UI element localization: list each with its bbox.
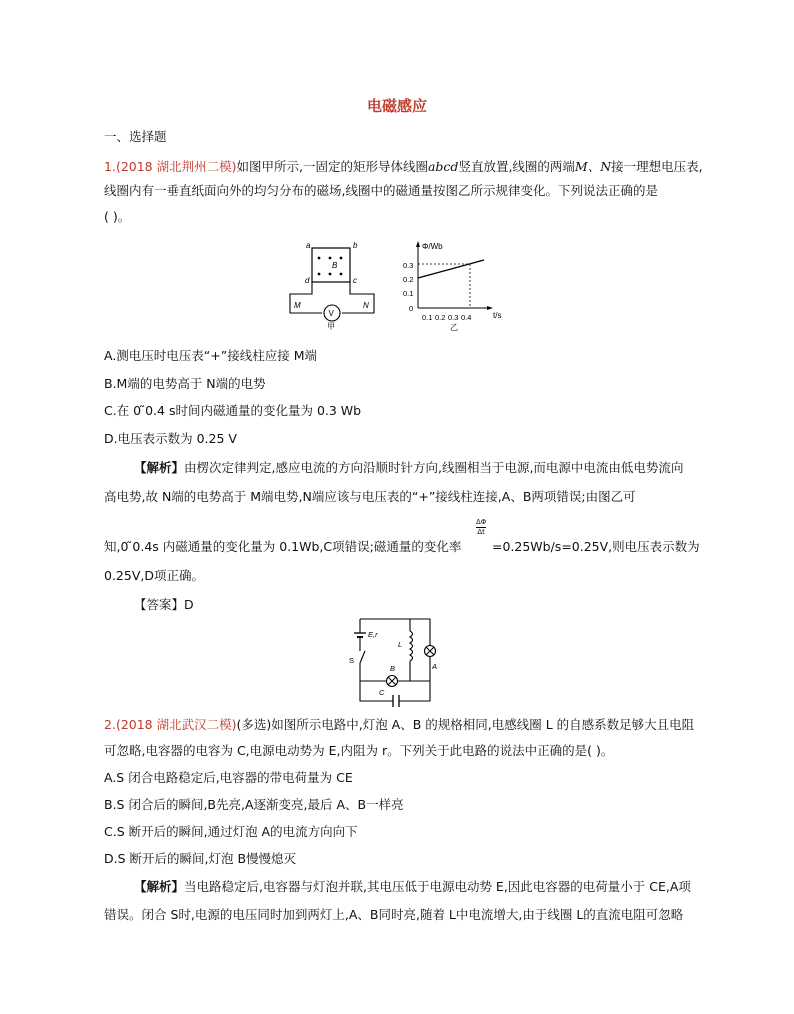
q2-option-b: B.S 闭合后的瞬间,B先亮,A逐渐变亮,最后 A、B一样亮: [104, 797, 404, 812]
q1-stem-text-c: 接一理想电压表,: [611, 159, 703, 174]
q1-stem-mn: M、N: [574, 159, 612, 174]
fraction-numerator: ΔΦ: [476, 518, 487, 526]
q1-number: 1.: [104, 159, 116, 174]
y-tick-2: 0.2: [403, 275, 414, 284]
x-tick-3: 0.3: [448, 313, 459, 322]
q2-analysis-text1: 当电路稳定后,电容器与灯泡并联,其电压低于电源电动势 E,因此电容器的电荷量小于 CE,A项: [184, 879, 691, 894]
label-S: S: [349, 656, 355, 665]
q1-analysis-line3b: =0.25Wb/s=0.25V,则电压表示数为: [492, 539, 700, 554]
q1-analysis-line1: [134, 460, 683, 476]
figure-q2-circuit: [348, 611, 440, 711]
y-axis-label: Φ/Wb: [422, 242, 443, 251]
q2-option-a: A.S 闭合电路稳定后,电容器的带电荷量为 CE: [104, 770, 353, 785]
q2-analysis-tag: 【解析】: [134, 879, 185, 894]
x-axis-arrow-icon: [487, 306, 493, 310]
figure-flux-graph: [398, 238, 508, 334]
field-dots: [318, 257, 343, 276]
x-tick-1: 0.1: [422, 313, 433, 322]
label-L: L: [398, 640, 403, 649]
q1-stem-line1: [104, 159, 703, 175]
q1-source: (2018 湖北荆州二模): [115, 159, 237, 174]
q2-source: (2018 湖北武汉二模): [115, 717, 237, 732]
q1-stem-line3: ( )。: [104, 209, 131, 224]
q2-option-c: C.S 断开后的瞬间,通过灯泡 A的电流方向向下: [104, 824, 358, 839]
section-heading: 一、选择题: [104, 129, 167, 144]
q1-option-d: D.电压表示数为 0.25 V: [104, 431, 237, 446]
flux-line: [418, 260, 484, 278]
flux-rate-fraction: [476, 518, 486, 537]
label-b: b: [353, 241, 358, 250]
q2-stem-line2: 可忽略,电容器的电容为 C,电源电动势为 E,内阻为 r。下列关于此电路的说法中正确的是( )。: [104, 743, 614, 758]
page-title: 电磁感应: [366, 97, 427, 115]
label-d: d: [305, 276, 310, 285]
caption-yi: 乙: [450, 323, 458, 332]
q1-stem-var: abcd: [427, 159, 459, 174]
label-N: N: [363, 301, 369, 310]
caption-jia: 甲: [327, 322, 335, 330]
q1-option-a: A.测电压时电压表“+”接线柱应接 M端: [104, 348, 317, 363]
y-tick-3: 0.3: [403, 261, 414, 270]
figure-coil-circuit: [282, 238, 382, 330]
x-tick-2: 0.2: [435, 313, 446, 322]
y-axis-arrow-icon: [416, 241, 420, 247]
label-A: A: [432, 662, 438, 671]
q2-stem-line1: [104, 717, 694, 733]
label-E: E,r: [368, 630, 378, 639]
label-B: B: [390, 664, 396, 673]
q1-answer: 【答案】D: [134, 597, 194, 612]
q1-analysis-line4: 0.25V,D项正确。: [104, 568, 204, 583]
wire-right: [342, 282, 374, 313]
q1-analysis-line2: 高电势,故 N端的电势高于 M端电势,N端应该与电压表的“+”接线柱连接,A、B两项错误;由图乙可: [104, 489, 636, 504]
label-c: c: [353, 276, 357, 285]
label-V: V: [328, 309, 334, 318]
q2-stem-text1: (多选)如图所示电路中,灯泡 A、B 的规格相同,电感线圈 L 的自感系数足够大且电阻: [236, 717, 695, 732]
q1-option-b: B.M端的电势高于 N端的电势: [104, 376, 266, 391]
switch-icon: [360, 651, 365, 663]
origin-label: 0: [409, 304, 414, 313]
x-axis-label: t/s: [493, 311, 502, 320]
coil-rectangle: [312, 248, 350, 282]
q2-analysis-line1: [134, 879, 691, 895]
x-tick-4: 0.4: [461, 313, 472, 322]
q1-stem-text-a: 如图甲所示,一固定的矩形导体线圈: [236, 159, 428, 174]
q1-analysis-tag: 【解析】: [134, 460, 185, 475]
y-tick-1: 0.1: [403, 289, 414, 298]
q2-analysis-line2: 错误。闭合 S时,电源的电压同时加到两灯上,A、B同时亮,随着 L中电流增大,由于线圈 L的直流电阻可忽略: [104, 907, 684, 922]
q2-number: 2.: [104, 717, 116, 732]
label-B: B: [332, 261, 338, 270]
q1-stem-text-b: 竖直放置,线圈的两端: [458, 159, 575, 174]
q1-option-c: C.在 0 ̃0.4 s时间内磁通量的变化量为 0.3 Wb: [104, 403, 362, 418]
q2-option-d: D.S 断开后的瞬间,灯泡 B慢慢熄灭: [104, 851, 297, 866]
fraction-denominator: Δt: [477, 528, 485, 536]
label-a: a: [306, 241, 311, 250]
label-M: M: [294, 301, 301, 310]
q1-analysis-text1: 由楞次定律判定,感应电流的方向沿顺时针方向,线圈相当于电源,而电源中电流由低电势流向: [184, 460, 684, 475]
q1-analysis-line3a: 知,0 ̃0.4s 内磁通量的变化量为 0.1Wb,C项错误;磁通量的变化率: [104, 539, 462, 554]
q1-stem-line2: 线圈内有一垂直纸面向外的均匀分布的磁场,线圈中的磁通量按图乙所示规律变化。下列说法正确的是: [104, 183, 658, 198]
inductor-coil-icon: [410, 631, 413, 661]
label-C: C: [379, 688, 385, 697]
